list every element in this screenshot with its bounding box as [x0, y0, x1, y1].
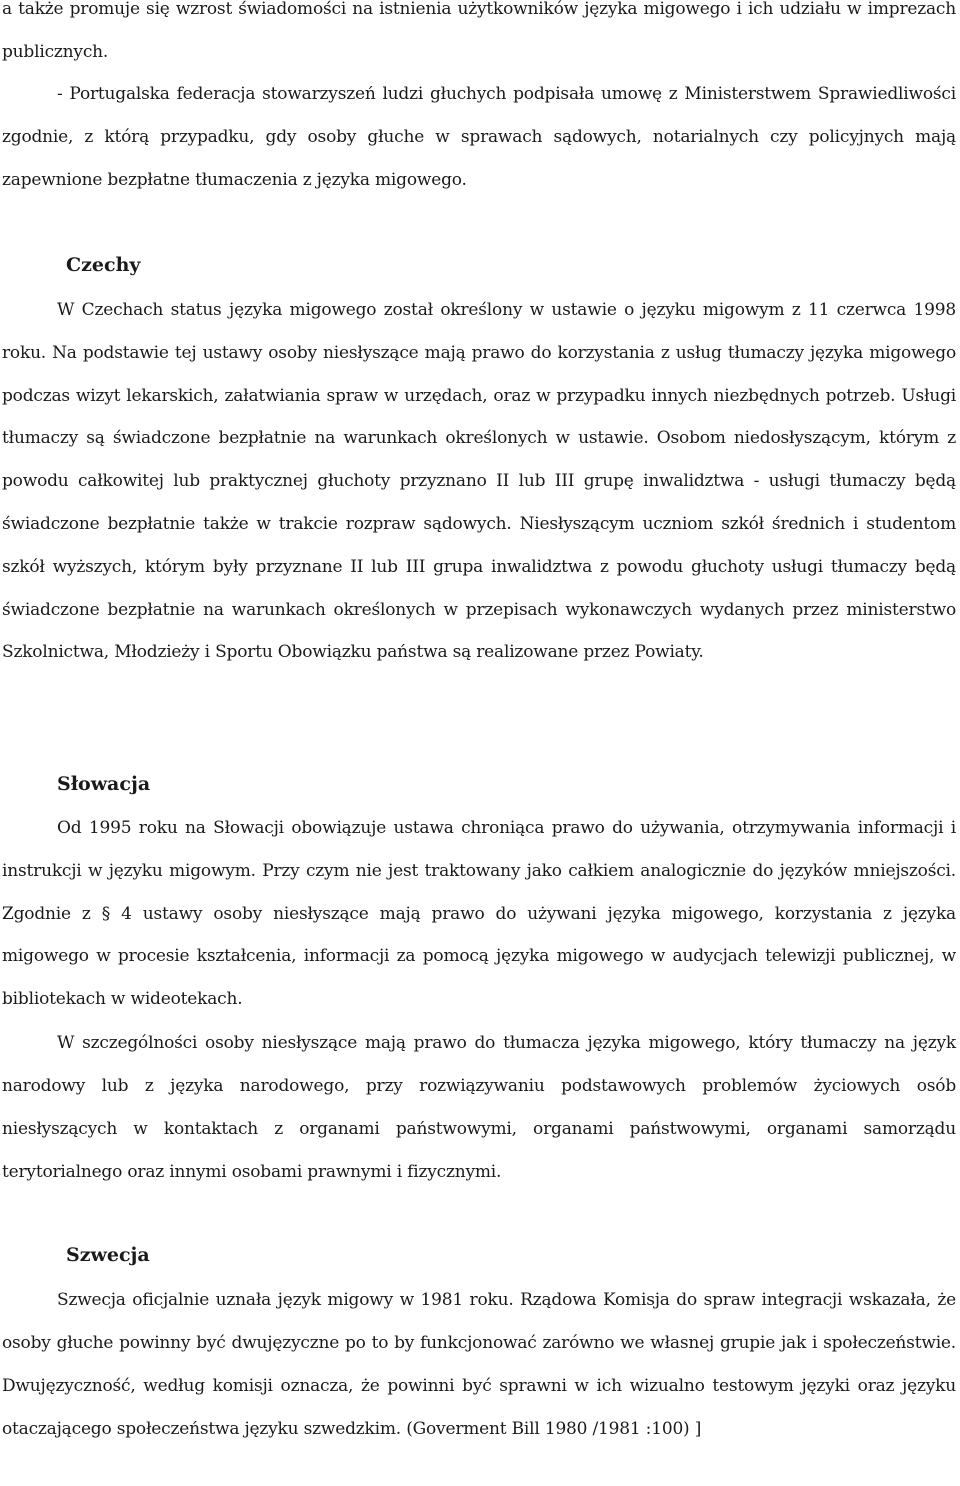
section-heading-czechy: Czechy	[66, 254, 141, 276]
section-paragraph-slowacja-2: W szczególności osoby niesłyszące mają prawo do tłumacza języka migowego, który tłumaczy na język narodowy lub z języka narodowego, przy rozwiązywaniu podstawowych problemów życiowych osób niesłyszących w kontaktach z organami państwowymi, organami państwowymi, organami samorządu terytorialnego oraz innymi osobami prawnymi i fizycznymi.	[2, 1033, 956, 1182]
section-heading-slowacja: Słowacja	[57, 773, 151, 795]
section-paragraph-czechy: W Czechach status języka migowego został określony w ustawie o języku migowym z 11 czerwca 1998 roku. Na podstawie tej ustawy osoby niesłyszące mają prawo do korzystania z usług tłumaczy języka migowego podczas wizyt lekarskich, załatwiania spraw w urzędach, oraz w przypadku innych niezbędnych potrzeb. Usługi tłumaczy są świadczone bezpłatnie na warunkach określonych w ustawie. Osobom niedosłyszącym, którym z powodu całkowitej lub praktycznej głuchoty przyznano II lub III grupę inwalidztwa - usługi tłumaczy będą świadczone bezpłatnie także w trakcie rozpraw sądowych. Niesłyszącym uczniom szkół średnich i studentom szkół wyższych, którym były przyznane II lub III grupa inwalidztwa z powodu głuchoty usługi tłumaczy będą świadczone bezpłatnie na warunkach określonych w przepisach wykonawczych wydanych przez ministerstwo Szkolnictwa, Młodzieży i Sportu Obowiązku państwa są realizowane przez Powiaty.	[2, 300, 956, 663]
section-paragraph-slowacja-1: Od 1995 roku na Słowacji obowiązuje ustawa chroniąca prawo do używania, otrzymywania informacji i instrukcji w języku migowym. Przy czym nie jest traktowany jako całkiem analogicznie do języków mniejszości. Zgodnie z § 4 ustawy osoby niesłyszące mają prawo do używani języka migowego, korzystania z języka migowego w procesie kształcenia, informacji za pomocą języka migowego w audycjach telewizji publicznej, w bibliotekach w wideotekach.	[2, 818, 956, 1010]
portugal-paragraph: - Portugalska federacja stowarzyszeń ludzi głuchych podpisała umowę z Ministerstwem Sprawiedliwości zgodnie, z którą przypadku, gdy osoby głuche w sprawach sądowych, notarialnych czy policyjnych mają zapewnione bezpłatne tłumaczenia z języka migowego.	[2, 84, 956, 190]
section-paragraph-szwecja: Szwecja oficjalnie uznała język migowy w 1981 roku. Rządowa Komisja do spraw integracji wskazała, że osoby głuche powinny być dwujęzyczne po to by funkcjonować zarówno we własnej grupie jak i społeczeństwie. Dwujęzyczność, według komisji oznacza, że powinni być sprawni w ich wizualno testowym języki oraz języku otaczającego społeczeństwa języku szwedzkim. (Goverment Bill 1980 /1981 :100) ]	[2, 1290, 956, 1439]
intro-paragraph: a także promuje się wzrost świadomości na istnienia użytkowników języka migowego i ich udziału w imprezach publicznych.	[2, 0, 956, 62]
section-heading-szwecja: Szwecja	[66, 1244, 150, 1266]
